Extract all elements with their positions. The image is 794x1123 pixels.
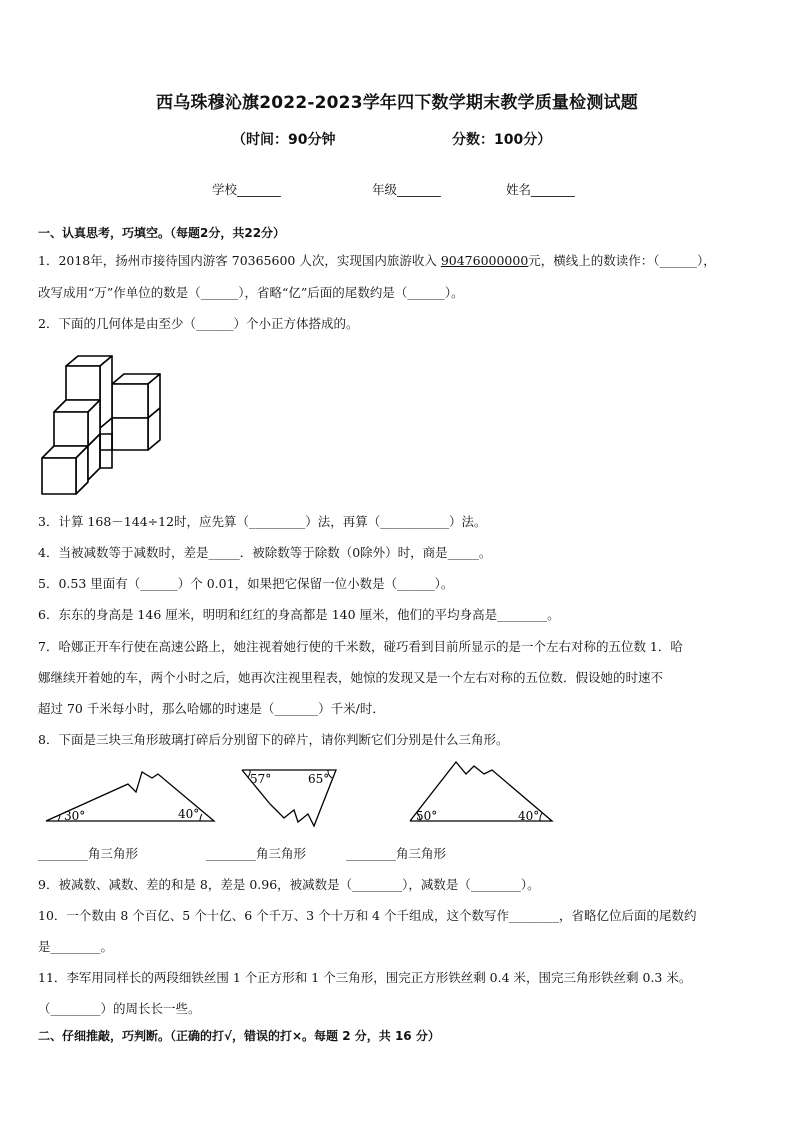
question-10-line-1: 10．一个数由 8 个百亿、5 个十亿、6 个千万、3 个十万和 4 个千组成，这个数写作________，省略亿位后面的尾数约 xyxy=(38,908,697,923)
question-1-line-2: 改写成用“万”作单位的数是（______），省略“亿”后面的尾数约是（______）。 xyxy=(38,285,464,300)
angle-label: 57° xyxy=(250,772,272,786)
exam-time: （时间：90分钟 xyxy=(232,132,336,148)
section-1-heading: 一、认真思考，巧填空。（每题2分，共22分） xyxy=(38,226,286,240)
underlined-number: 90476000000 xyxy=(440,253,529,268)
name-field: 姓名_______ xyxy=(506,182,575,197)
question-4: 4．当被减数等于减数时，差是_____．被除数等于除数（0除外）时，商是_____。 xyxy=(38,545,492,560)
triangle-answer-2: ________角三角形 xyxy=(206,846,307,861)
triangle-answer-1: ________角三角形 xyxy=(38,846,139,861)
question-11-line-1: 11．李军用同样长的两段细铁丝围 1 个正方形和 1 个三角形，围完正方形铁丝剩 0.4 米，围完三角形铁丝剩 0.3 米。 xyxy=(38,970,692,985)
question-7-line-1: 7．哈娜正开车行使在高速公路上，她注视着她行使的千米数，碰巧看到目前所显示的是一个左右对称的五位数 1．哈 xyxy=(38,639,683,654)
angle-label: 40° xyxy=(518,809,540,823)
triangle-fragment-1 xyxy=(44,770,216,826)
school-field: 学校_______ xyxy=(212,182,281,197)
question-11-line-2: （________）的周长长一些。 xyxy=(38,1001,201,1016)
question-7-line-3: 超过 70 千米每小时，那么哈娜的时速是（_______）千米/时． xyxy=(38,701,385,716)
triangle-fragment-3 xyxy=(408,760,554,826)
question-2: 2．下面的几何体是由至少（______）个小正方体搭成的。 xyxy=(38,316,359,331)
triangle-fragment-2 xyxy=(240,766,340,830)
question-3: 3．计算 168－144÷12时，应先算（_________）法，再算（___________）法。 xyxy=(38,514,487,529)
question-7-line-2: 娜继续开着她的车，两个小时之后，她再次注视里程表，她惊的发现又是一个左右对称的五位数．假设她的时速不 xyxy=(38,670,664,685)
question-8: 8．下面是三块三角形玻璃打碎后分别留下的碎片，请你判断它们分别是什么三角形。 xyxy=(38,732,509,747)
angle-label: 50° xyxy=(416,809,438,823)
question-1-line-1: 1．2018年，扬州市接待国内游客 70365600 人次，实现国内旅游收入 90476000000元，横线上的数读作：（______）， xyxy=(38,253,716,268)
exam-score: 分数：100分） xyxy=(452,132,552,148)
cube-stack-figure xyxy=(40,354,162,496)
angle-label: 40° xyxy=(178,807,200,821)
question-10-line-2: 是________。 xyxy=(38,939,114,954)
angle-label: 30° xyxy=(64,809,86,823)
question-5: 5．0.53 里面有（______）个 0.01，如果把它保留一位小数是（______）。 xyxy=(38,576,454,591)
page-title: 西乌珠穆沁旗2022-2023学年四下数学期末教学质量检测试题 xyxy=(156,93,638,113)
angle-label: 65° xyxy=(308,772,330,786)
grade-field: 年级_______ xyxy=(372,182,441,197)
question-9: 9．被减数、减数、差的和是 8，差是 0.96，被减数是（________），减数是（________）。 xyxy=(38,877,540,892)
question-6: 6．东东的身高是 146 厘米，明明和红红的身高都是 140 厘米，他们的平均身高是________。 xyxy=(38,607,560,622)
triangle-answer-3: ________角三角形 xyxy=(346,846,447,861)
section-2-heading: 二、仔细推敲，巧判断。（正确的打√，错误的打×。每题 2 分，共 16 分） xyxy=(38,1029,440,1043)
